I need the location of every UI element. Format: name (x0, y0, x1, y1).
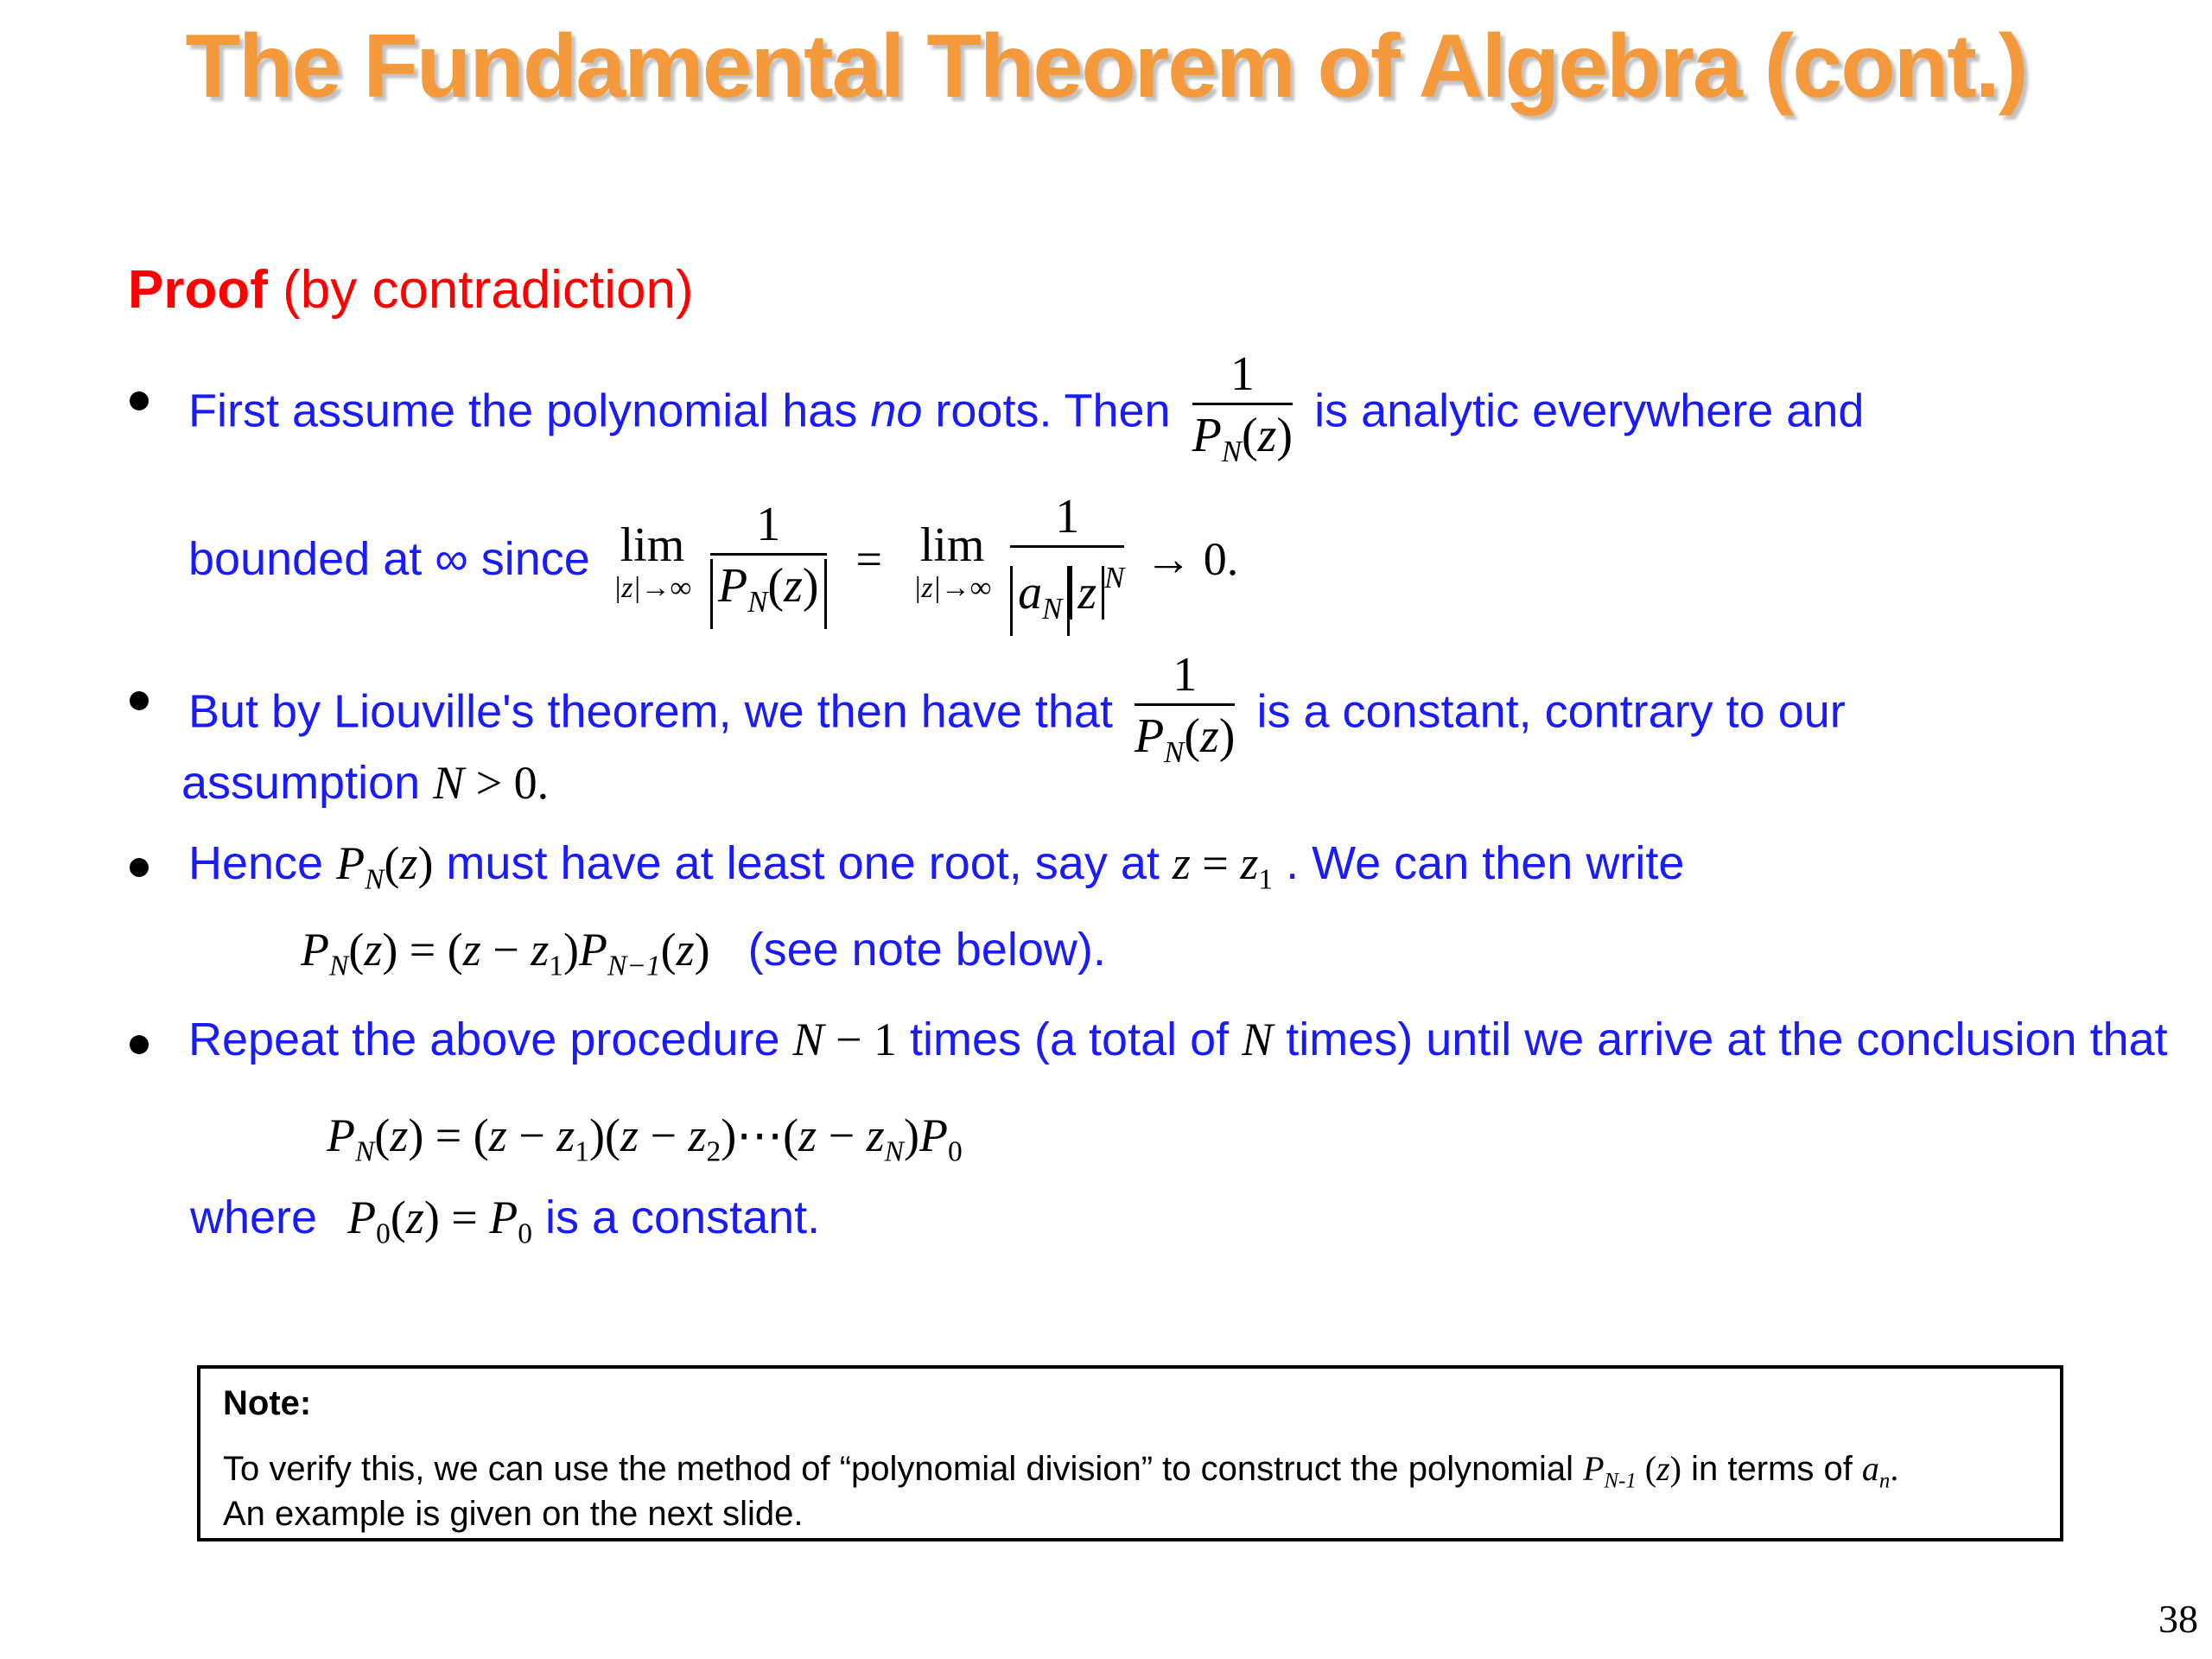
text-span: Hence (188, 837, 337, 889)
proof-heading (128, 259, 694, 321)
note-box (197, 1365, 2063, 1541)
text-span: bounded at ∞ since (188, 532, 603, 585)
bullet-1-line-1 (188, 346, 1864, 482)
text-span: Repeat the above procedure (188, 1014, 793, 1065)
text-span: But by Liouville's theorem, we then have that (188, 685, 1126, 738)
text-span: To verify this, we can use the method of “polynomial division” to construct the polynomial (223, 1450, 1584, 1488)
text-span: in terms of (1681, 1450, 1862, 1488)
where-line: where $P_0(z) = P_0$ is a constant. (190, 1192, 821, 1250)
equation-full-factorization: $P_N(z) = (z - z_1)(z$ − $z_2)\cdots(z - z_N)P_0$ (327, 1109, 963, 1168)
text-span: where (190, 1192, 331, 1243)
text-span: times (a total of (897, 1014, 1243, 1065)
note-line-1: To verify this, we can use the method of “polynomial division” to construct the polynomial $P_{N-1}$ (z) in terms of $a_n$. (223, 1449, 1899, 1493)
page-number: 38 (2158, 1597, 2198, 1641)
see-note-text: (see note below). (747, 924, 1106, 976)
fraction-1-over-abs-pn: $\frac{1}{P_N(z)}$ (710, 496, 827, 629)
bullet-marker (130, 391, 149, 410)
text-emphasis: no (870, 385, 923, 437)
fraction-1-over-pn: $\frac{1}{P_N(z)}$ (1192, 347, 1294, 469)
text-span: First assume the polynomial has (188, 385, 871, 437)
text-span: is analytic everywhere and (1301, 385, 1865, 437)
bullet-marker (130, 1035, 149, 1054)
text-span: is a constant, contrary to our (1243, 685, 1846, 738)
text-span: roots. Then (922, 385, 1184, 437)
fraction-1-over-pn: $\frac{1}{P_N(z)}$ (1134, 648, 1236, 770)
proof-label: Proof (128, 260, 268, 320)
text-span: times) until we arrive at the conclusion that (1273, 1014, 2168, 1065)
proof-method: (by contradiction) (267, 260, 694, 320)
bullet-1-line-2: bounded at ∞ since lim |z|→∞ $\frac{1}{P_N(z)}$ = lim |z|→∞ $\frac{1}{a_N z ^N}$ → 0. (188, 488, 1238, 636)
fraction-1-over-an-zn: $\frac{1}{a_N z ^N}$ (1010, 488, 1124, 636)
note-title: Note: (223, 1384, 312, 1422)
equation-factor-one-root: $P_N(z) = (z - z_1)P_{N-1}(z)$ (see note below). (301, 924, 1106, 982)
text-span: must have at least one root, say at (433, 837, 1173, 889)
text-span: . We can then write (1286, 837, 1685, 889)
slide-title: The Fundamental Theorem of Algebra (cont.) (185, 16, 2027, 117)
bullet-2-line-2: assumption N > 0. (181, 757, 550, 809)
limit-operator: lim |z|→∞ (613, 518, 692, 604)
bullet-4-line-1: Repeat the above procedure N − 1 times (a total of N times) until we arrive at the conclusion that (188, 1014, 2168, 1065)
bullet-marker (130, 858, 149, 877)
text-span: assumption (181, 757, 434, 809)
text-span: is a constant. (532, 1192, 821, 1243)
bullet-3-line-1: Hence $P_N(z)$ must have at least one root, say at $z = z_1$ . We can then write (188, 837, 1685, 896)
note-line-2: An example is given on the next slide. (223, 1495, 804, 1533)
limit-operator: lim |z|→∞ (912, 518, 992, 604)
bullet-marker (130, 691, 149, 710)
